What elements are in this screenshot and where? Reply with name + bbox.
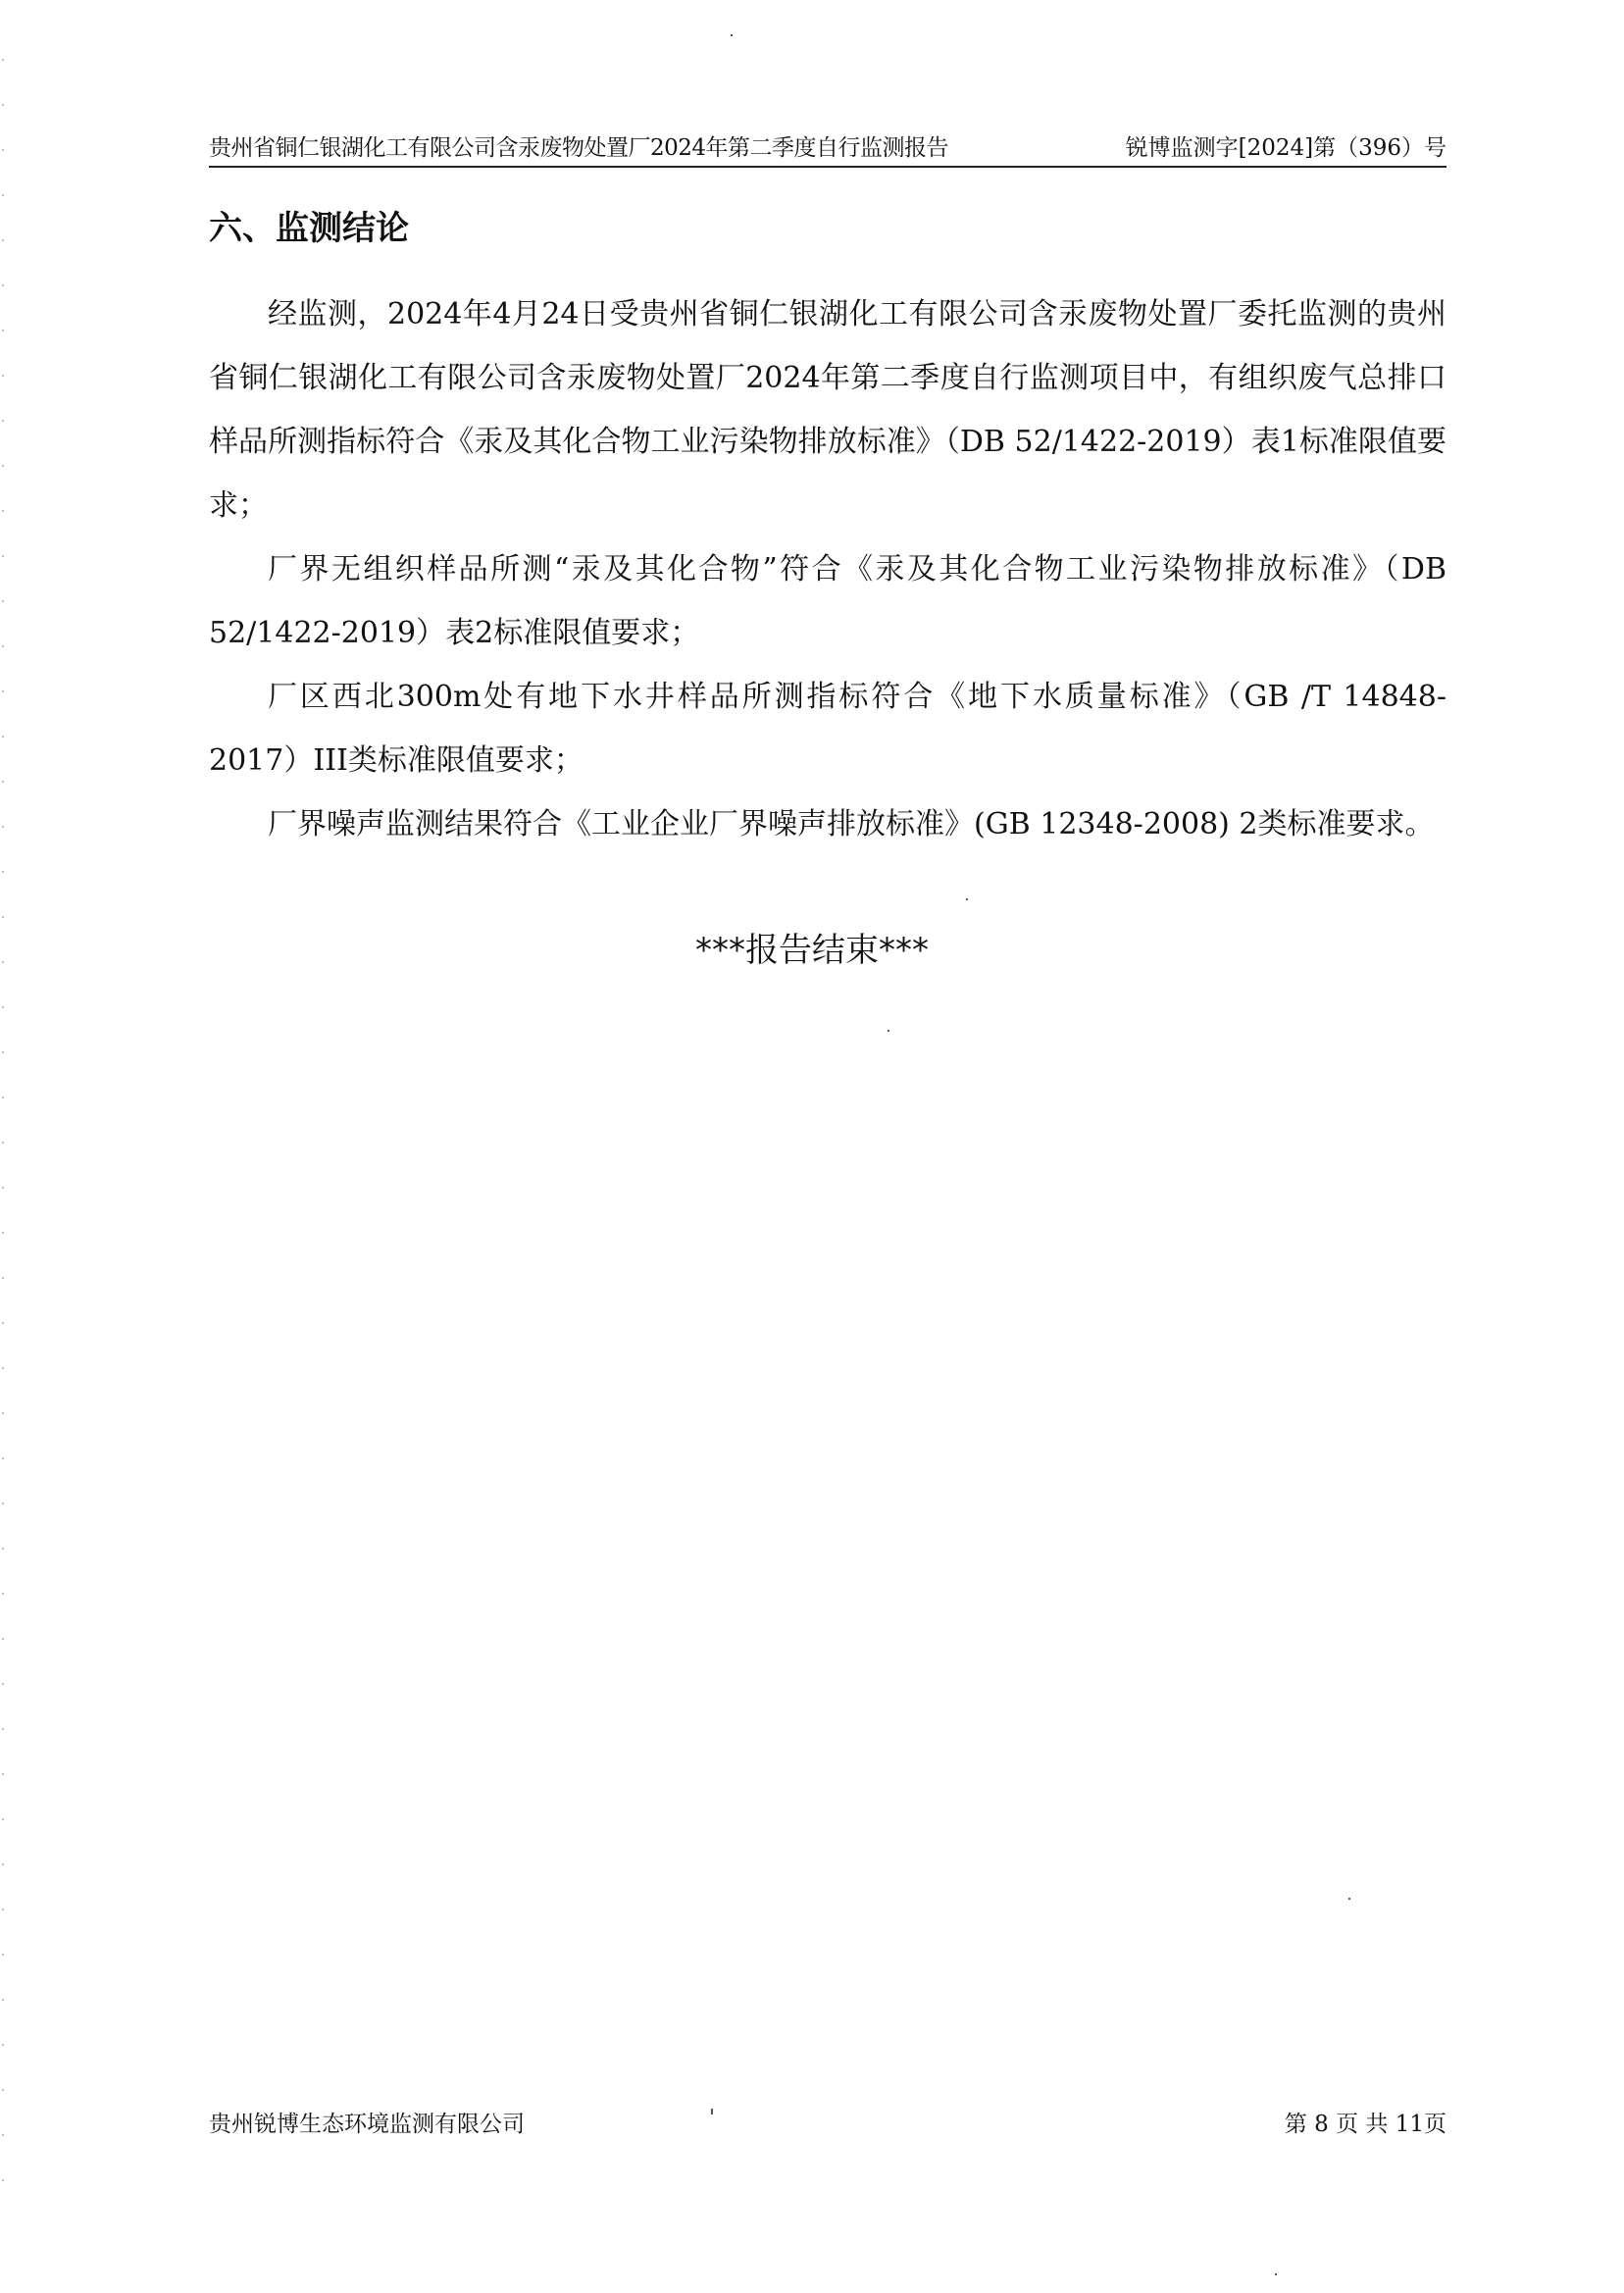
footer-page-number: 第 8 页 共 11页 (1284, 2112, 1446, 2137)
scan-speck (731, 34, 733, 36)
page-header (209, 130, 1446, 168)
scan-speck (711, 2109, 713, 2115)
paragraph-noise: 厂界噪声监测结果符合《工业企业厂界噪声排放标准》(GB 12348-2008) 2类标准要求。 (268, 807, 1435, 841)
conclusion-body (209, 282, 1446, 856)
scan-speck (888, 1030, 889, 1032)
paragraph-organized-exhaust: 经监测，2024年4月24日受贵州省铜仁银湖化工有限公司含汞废物处置厂委托监测的贵州省铜仁银湖化工有限公司含汞废物处置厂2024年第二季度自行监测项目中，有组织废气总排口样品所测指标符合《汞及其化合物工业污染物排放标准》（DB 52/1422-2019）表1标准限值要求； (209, 297, 1446, 523)
scan-speck (1348, 1898, 1350, 1900)
paragraph-fugitive-emission: 厂界无组织样品所测“汞及其化合物”符合《汞及其化合物工业污染物排放标准》（DB 52/1422-2019）表2标准限值要求； (209, 552, 1446, 650)
scan-speck (966, 898, 968, 900)
footer-company-name: 贵州锐博生态环境监测有限公司 (209, 2112, 525, 2137)
section-title: 六、监测结论 (209, 209, 409, 248)
scan-margin-artifact (2, 59, 4, 2217)
header-report-number: 锐博监测字[2024]第（396）号 (1125, 135, 1446, 161)
scan-speck (1275, 2273, 1277, 2275)
page-footer (209, 2107, 1446, 2142)
header-report-title: 贵州省铜仁银湖化工有限公司含汞废物处置厂2024年第二季度自行监测报告 (209, 135, 949, 161)
report-end-marker: ***报告结束*** (695, 931, 929, 970)
paragraph-groundwater: 厂区西北300m处有地下水井样品所测指标符合《地下水质量标准》（GB /T 14848-2017）III类标准限值要求； (209, 680, 1446, 778)
